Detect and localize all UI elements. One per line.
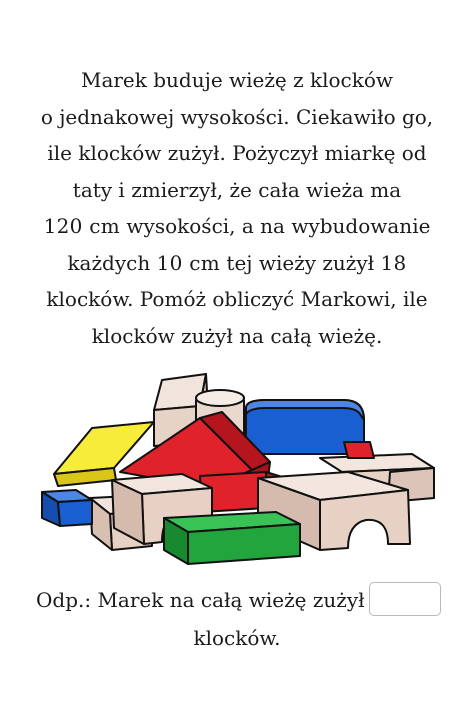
problem-line-6-pre: każdych	[67, 250, 157, 275]
problem-line-7: klocków. Pomóż obliczyć Markowi, ile	[46, 287, 428, 311]
tower-height-value: 120 cm	[43, 214, 121, 238]
answer-input-box[interactable]	[369, 582, 441, 616]
segment-height-value: 10 cm	[156, 250, 221, 275]
problem-line-5	[20, 208, 454, 245]
problem-line-2: o jednakowej wysokości. Ciekawiło go,	[40, 104, 434, 129]
answer-suffix: klocków.	[193, 626, 281, 650]
problem-line-1: Marek buduje wieżę z klocków	[80, 68, 394, 92]
toy-blocks-illustration	[30, 368, 444, 574]
problem-line-6	[20, 245, 454, 282]
problem-line-8: klocków zużył na całą wieżę.	[91, 323, 383, 348]
problem-line-6-mid: tej wieży zużył	[220, 250, 381, 275]
answer-prefix: Odp.: Marek na całą wieżę zużył	[36, 588, 365, 612]
problem-line-4: taty i zmierzył, że cała wieża ma	[72, 177, 402, 202]
problem-line-5-text: wysokości, a na wybudowanie	[120, 214, 431, 238]
problem-line-3: ile klocków zużył. Pożyczył miarkę od	[47, 141, 427, 165]
blocks-per-segment-value: 18	[380, 250, 407, 275]
problem-text	[20, 62, 454, 354]
